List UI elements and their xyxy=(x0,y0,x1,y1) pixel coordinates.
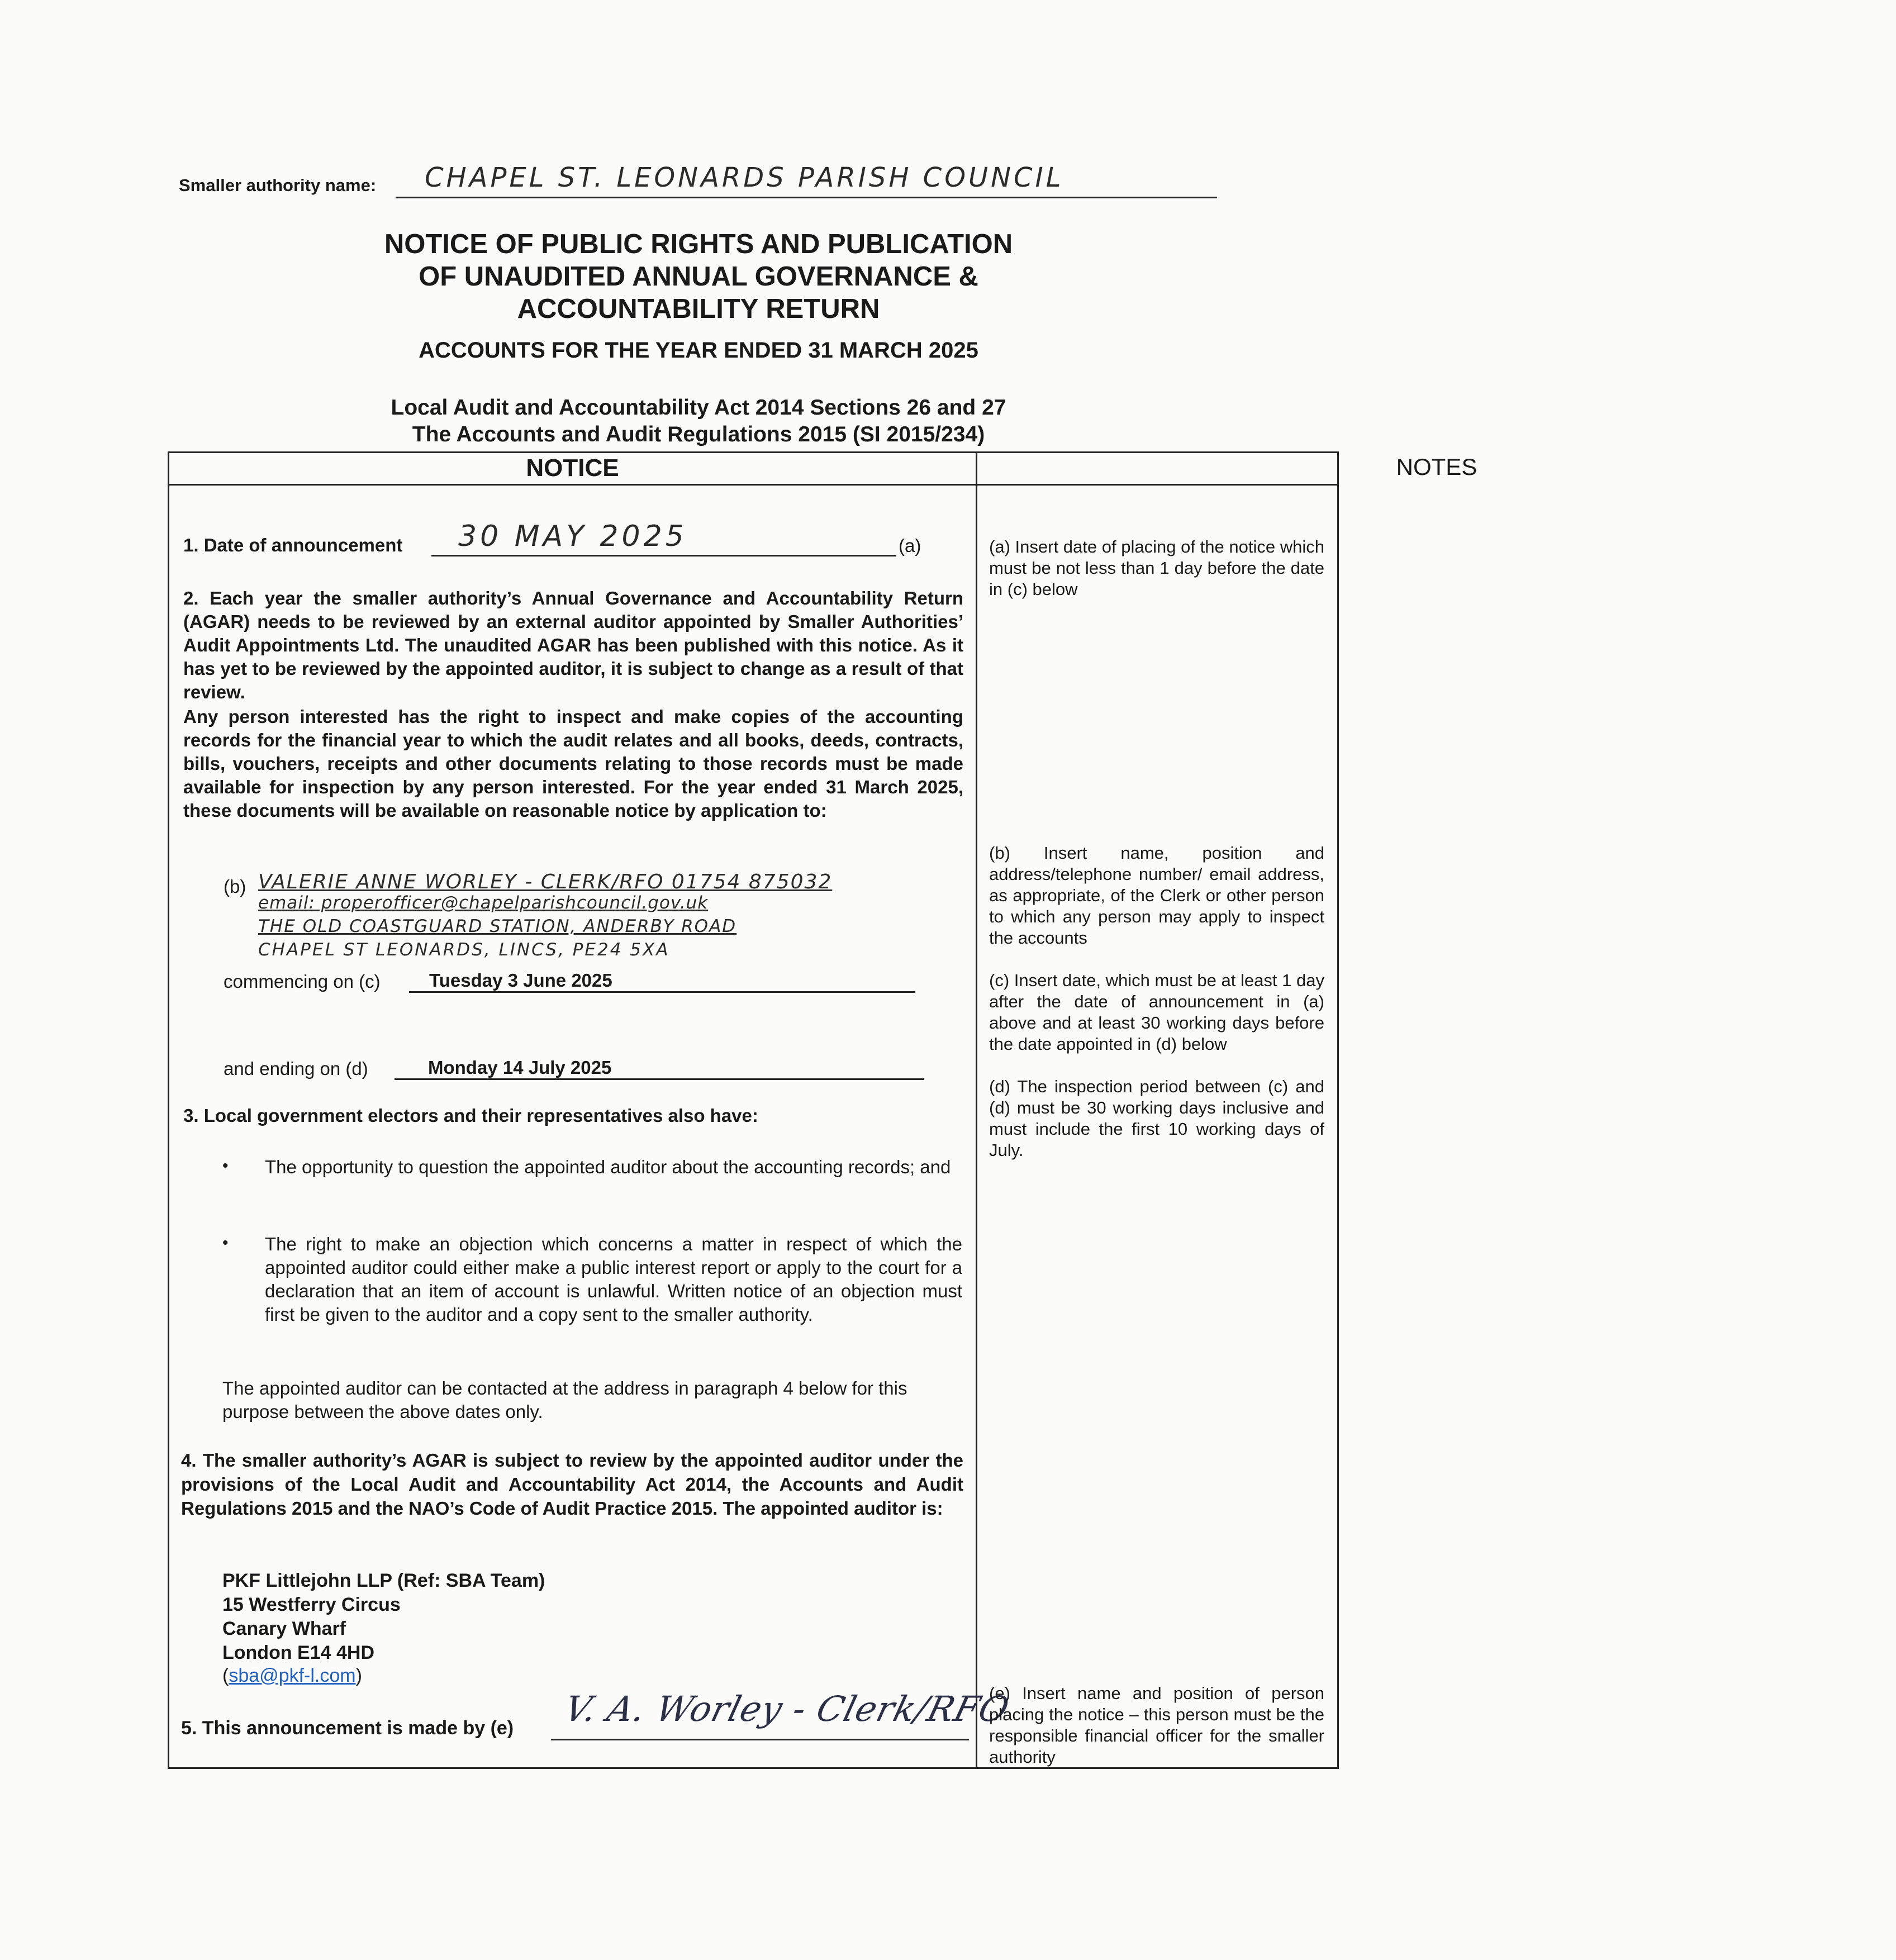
ending-line xyxy=(395,1078,924,1080)
act-reference xyxy=(168,394,1229,448)
email-open-paren: ( xyxy=(222,1665,229,1686)
commencing-line xyxy=(409,991,915,993)
title-line-2: OF UNAUDITED ANNUAL GOVERNANCE & xyxy=(419,261,978,292)
title-line-1: NOTICE OF PUBLIC RIGHTS AND PUBLICATION xyxy=(384,229,1013,259)
contact-line-2: email: properofficer@chapelparishcouncil.gov.uk xyxy=(258,893,709,913)
authority-name: CHAPEL ST. LEONARDS PARISH COUNCIL xyxy=(425,162,1064,193)
bullet-1-marker: • xyxy=(222,1157,229,1175)
table-header-rule xyxy=(168,484,1339,486)
note-d: (d) The inspection period between (c) and (d) must be 30 working days inclusive and must include the first 10 working days of July. xyxy=(989,1077,1324,1160)
signature-line xyxy=(551,1739,969,1740)
auditor-address xyxy=(222,1569,545,1665)
contact-line-3: THE OLD COASTGUARD STATION, ANDERBY ROAD xyxy=(258,916,737,936)
signature: V. A. Worley - Clerk/RFO xyxy=(560,1688,1014,1729)
announcement-date-line xyxy=(431,555,896,556)
announcement-date: 30 MAY 2025 xyxy=(458,520,687,553)
item-2-paragraph-2: Any person interested has the right to inspect and make copies of the accounting records for the financial year to which the audit relates and all books, deeds, contracts, bills, vouchers, receipts and other documents relating to those records must be made available for inspection by any person interested. For the year ended 31 March 2025, these documents will be available on reasonable notice by application to: xyxy=(183,706,963,821)
act-line-2: The Accounts and Audit Regulations 2015 (SI 2015/234) xyxy=(412,422,985,446)
email-close-paren: ) xyxy=(355,1665,362,1686)
page-title xyxy=(168,228,1229,325)
item-5-label: 5. This announcement is made by (e) xyxy=(181,1718,514,1739)
item-3-bullet-1: The opportunity to question the appointed auditor about the accounting records; and xyxy=(265,1157,951,1177)
contact-line-1: VALERIE ANNE WORLEY - CLERK/RFO 01754 875032 xyxy=(258,870,833,893)
auditor-email-row xyxy=(222,1665,362,1687)
contact-line-4: CHAPEL ST LEONARDS, LINCS, PE24 5XA xyxy=(258,940,670,960)
auditor-area: Canary Wharf xyxy=(222,1618,346,1639)
ending-date: Monday 14 July 2025 xyxy=(428,1057,619,1078)
item-3-heading: 3. Local government electors and their representatives also have: xyxy=(183,1105,758,1126)
item-3-auditor-contact: The appointed auditor can be contacted at the address in paragraph 4 below for this purpose between the above dates only. xyxy=(222,1378,907,1422)
ending-label: and ending on (d) xyxy=(224,1058,368,1079)
title-line-3: ACCOUNTABILITY RETURN xyxy=(517,294,880,324)
item-3-bullet-2: The right to make an objection which concerns a matter in respect of which the appointed auditor could either make a public interest report or apply to the court for a declaration that an item of account is unlawful. Written notice of an objection must first be given to the auditor and a copy sent to the smaller authority. xyxy=(265,1234,962,1325)
item-1-label: 1. Date of announcement xyxy=(183,535,403,555)
item-1-note-ref: (a) xyxy=(899,535,921,556)
commencing-date: Tuesday 3 June 2025 xyxy=(429,970,620,991)
page-subtitle: ACCOUNTS FOR THE YEAR ENDED 31 MARCH 2025 xyxy=(419,338,978,363)
act-line-1: Local Audit and Accountability Act 2014 Sections 26 and 27 xyxy=(391,396,1006,420)
note-a: (a) Insert date of placing of the notice which must be not less than 1 day before the date in (c) below xyxy=(989,537,1324,599)
notice-column-header: NOTICE xyxy=(526,454,619,482)
auditor-city: London E14 4HD xyxy=(222,1642,375,1663)
table-column-divider xyxy=(976,451,977,1769)
auditor-name: PKF Littlejohn LLP (Ref: SBA Team) xyxy=(222,1570,545,1591)
note-c: (c) Insert date, which must be at least 1 day after the date of announcement in (a) above and at least 30 working days before the date appointed in (d) below xyxy=(989,971,1324,1054)
item-4-paragraph: 4. The smaller authority’s AGAR is subject to review by the appointed auditor under the provisions of the Local Audit and Accountability Act 2014, the Accounts and Audit Regulations 2015 and the NAO’s Code of Audit Practice 2015. The appointed auditor is: xyxy=(181,1450,963,1519)
auditor-email-link[interactable]: sba@pkf-l.com xyxy=(229,1665,356,1686)
authority-label: Smaller authority name: xyxy=(179,175,377,195)
bullet-2-marker: • xyxy=(222,1234,229,1252)
contact-prefix: (b) xyxy=(224,876,246,897)
note-b: (b) Insert name, position and address/telephone number/ email address, as appropriate, of the Clerk or other person to which any person may apply to inspect the accounts xyxy=(989,843,1324,948)
commencing-label: commencing on (c) xyxy=(224,971,381,992)
auditor-street: 15 Westferry Circus xyxy=(222,1594,401,1615)
note-e: (e) Insert name and position of person placing the notice – this person must be the responsible financial officer for the smaller authority xyxy=(989,1683,1324,1767)
item-2-paragraph-1: 2. Each year the smaller authority’s Annual Governance and Accountability Return (AGAR) needs to be reviewed by an external auditor appointed by Smaller Authorities’ Audit Appointments Ltd. The unaudited AGAR has been published with this notice. As it has yet to be reviewed by the appointed auditor, it is subject to change as a result of that review. xyxy=(183,588,963,702)
notes-column-header: NOTES xyxy=(1396,454,1477,480)
authority-name-line xyxy=(396,197,1217,198)
